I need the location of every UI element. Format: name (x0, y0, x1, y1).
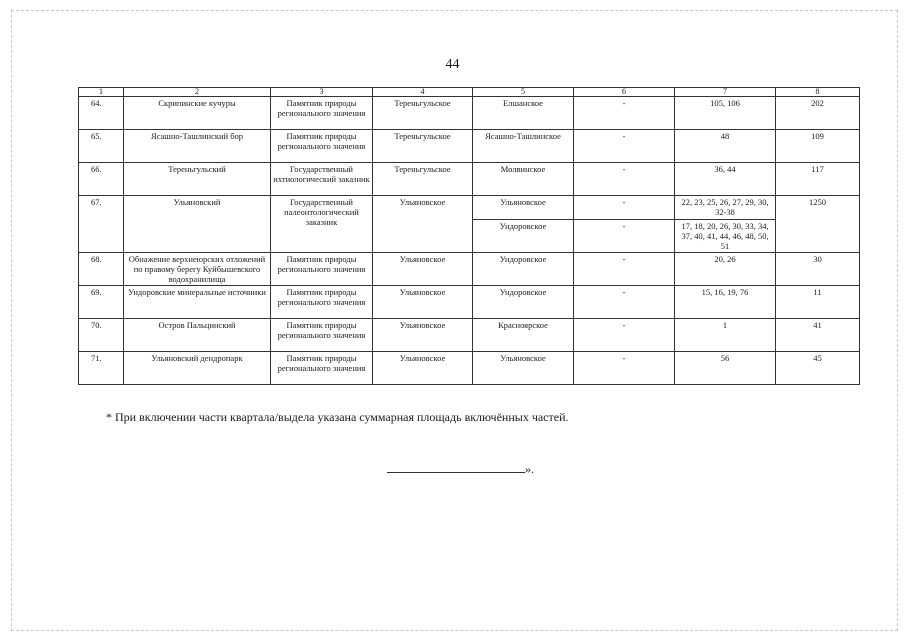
column-header: 4 (373, 88, 473, 97)
row-number: 66. (79, 163, 124, 196)
area: 11 (776, 286, 860, 319)
object-category: Государственный палеонтологический заказник (271, 196, 373, 253)
district-forestry: Ульяновское (473, 352, 574, 385)
object-name: Ясашно-Ташлинский бор (124, 130, 271, 163)
table-row (79, 352, 860, 385)
district-forestry: Красноярское (473, 319, 574, 352)
column-header: 8 (776, 88, 860, 97)
object-name: Ульяновский дендропарк (124, 352, 271, 385)
column-6-value: - (574, 163, 675, 196)
row-number: 68. (79, 253, 124, 286)
column-6-value: - (574, 286, 675, 319)
object-name: Обнажение верхнеюрских отложений по правому берегу Куйбышевского водохранилища (124, 253, 271, 286)
column-header: 7 (675, 88, 776, 97)
forestry: Ульяновское (373, 352, 473, 385)
object-category: Памятник природы регионального значения (271, 253, 373, 286)
object-name: Скрипинские кучуры (124, 97, 271, 130)
quarters: 17, 18, 20, 26, 30, 33, 34, 37, 40, 41, 44, 46, 48, 50, 51 (675, 220, 776, 253)
forestry: Тереньгульское (373, 97, 473, 130)
quarters: 56 (675, 352, 776, 385)
district-forestry: Ясашно-Ташлинское (473, 130, 574, 163)
quarters: 1 (675, 319, 776, 352)
quarters: 36, 44 (675, 163, 776, 196)
column-6-value: - (574, 97, 675, 130)
protected-areas-table (78, 87, 860, 385)
closing-quote: ». (525, 462, 534, 476)
forestry: Тереньгульское (373, 130, 473, 163)
table-row (79, 196, 860, 220)
object-category: Памятник природы регионального значения (271, 352, 373, 385)
table-row (79, 253, 860, 286)
district-forestry: Ундоровское (473, 286, 574, 319)
area: 117 (776, 163, 860, 196)
table-header-row (79, 88, 860, 97)
object-category: Памятник природы регионального значения (271, 286, 373, 319)
table-row (79, 130, 860, 163)
object-category: Памятник природы регионального значения (271, 319, 373, 352)
forestry: Тереньгульское (373, 163, 473, 196)
column-header: 3 (271, 88, 373, 97)
column-header: 2 (124, 88, 271, 97)
area: 109 (776, 130, 860, 163)
page-number: 44 (445, 57, 460, 72)
table-row (79, 163, 860, 196)
district-forestry: Молвинское (473, 163, 574, 196)
row-number: 67. (79, 196, 124, 253)
quarters: 22, 23, 25, 26, 27, 29, 30, 32-38 (675, 196, 776, 220)
district-forestry: Ульяновское (473, 196, 574, 220)
quarters: 105, 106 (675, 97, 776, 130)
column-6-value: - (574, 319, 675, 352)
area: 41 (776, 319, 860, 352)
district-forestry: Елшанское (473, 97, 574, 130)
object-name: Ундоровские минеральные источники (124, 286, 271, 319)
area: 30 (776, 253, 860, 286)
object-name: Ульяновский (124, 196, 271, 253)
area: 202 (776, 97, 860, 130)
table-row (79, 286, 860, 319)
column-6-value: - (574, 352, 675, 385)
column-header: 5 (473, 88, 574, 97)
column-header: 6 (574, 88, 675, 97)
object-category: Государственный ихтиологический заказник (271, 163, 373, 196)
area: 1250 (776, 196, 860, 253)
forestry: Ульяновское (373, 286, 473, 319)
district-forestry: Ундоровское (473, 220, 574, 253)
column-6-value: - (574, 253, 675, 286)
column-6-value: - (574, 220, 675, 253)
closing-line (387, 462, 534, 477)
footnote: * При включении части квартала/выдела указана суммарная площадь включённых частей. (106, 410, 569, 424)
table-row (79, 97, 860, 130)
column-header: 1 (79, 88, 124, 97)
row-number: 70. (79, 319, 124, 352)
quarters: 20, 26 (675, 253, 776, 286)
forestry: Ульяновское (373, 196, 473, 253)
quarters: 48 (675, 130, 776, 163)
column-6-value: - (574, 196, 675, 220)
row-number: 64. (79, 97, 124, 130)
district-forestry: Ундоровское (473, 253, 574, 286)
object-name: Остров Пальцинский (124, 319, 271, 352)
forestry: Ульяновское (373, 319, 473, 352)
object-name: Тереньгульский (124, 163, 271, 196)
forestry: Ульяновское (373, 253, 473, 286)
row-number: 71. (79, 352, 124, 385)
object-category: Памятник природы регионального значения (271, 97, 373, 130)
area: 45 (776, 352, 860, 385)
quarters: 15, 16, 19, 76 (675, 286, 776, 319)
row-number: 65. (79, 130, 124, 163)
row-number: 69. (79, 286, 124, 319)
blank-line (387, 462, 525, 473)
column-6-value: - (574, 130, 675, 163)
object-category: Памятник природы регионального значения (271, 130, 373, 163)
table-row (79, 319, 860, 352)
